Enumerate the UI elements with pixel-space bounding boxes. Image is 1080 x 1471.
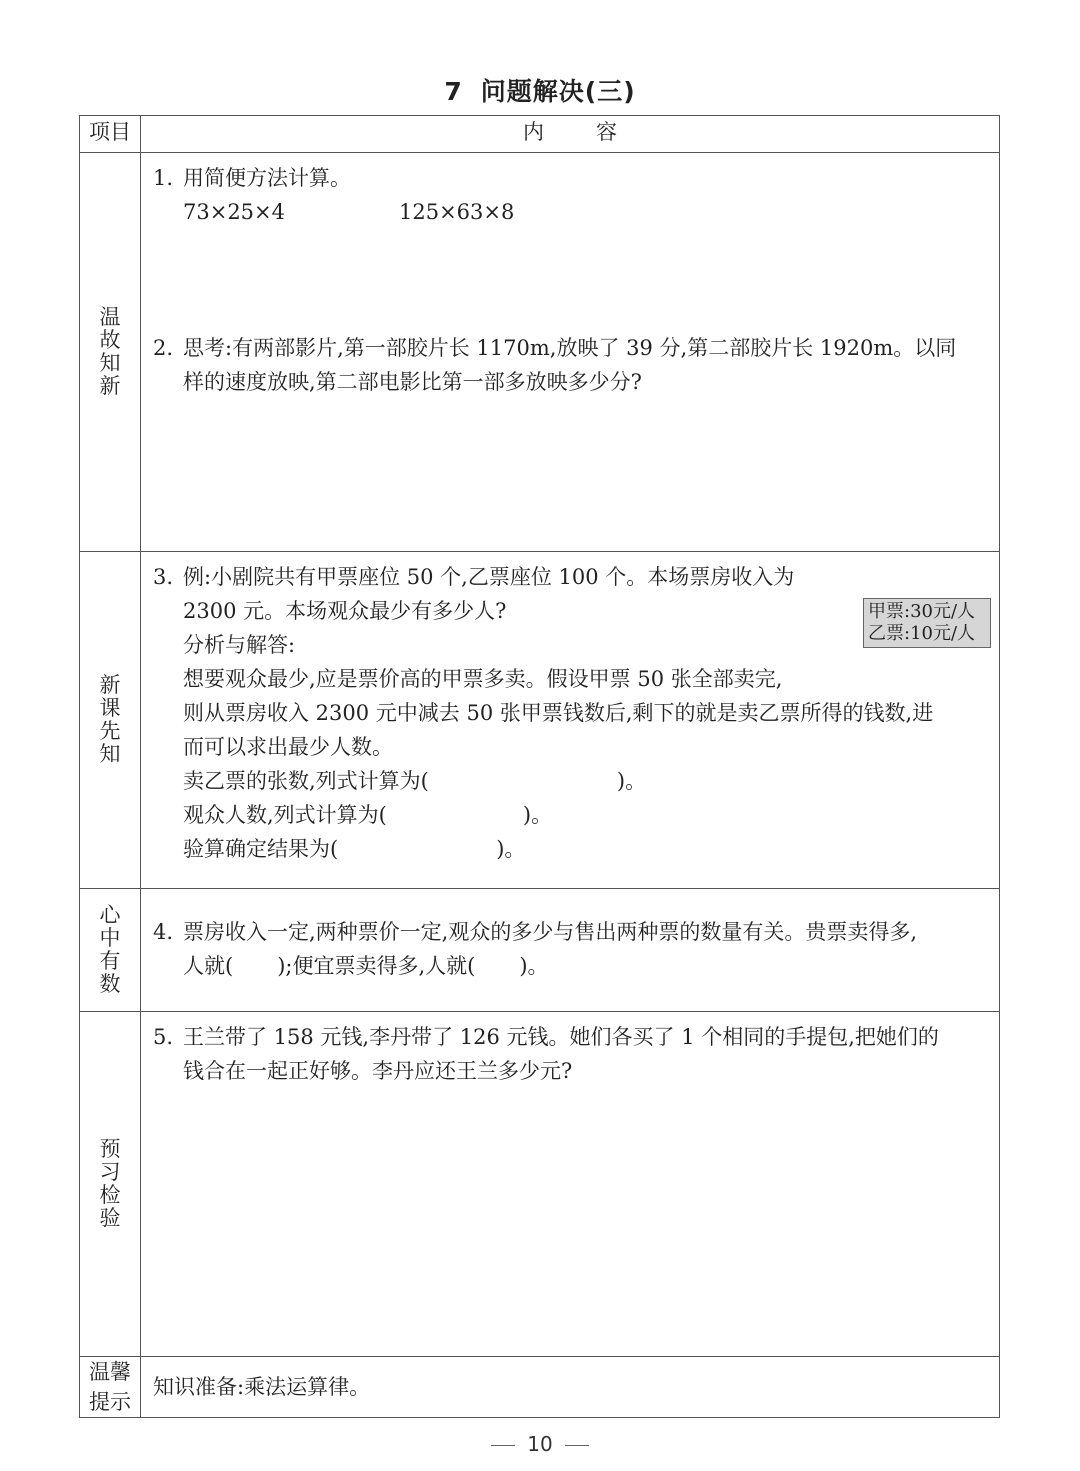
tip-text: 知识准备:乘法运算律。 <box>153 1375 371 1399</box>
section-content-new-lesson <box>141 552 1000 889</box>
section-label-check: 预 习 检 验 <box>80 1012 141 1357</box>
section-content-review <box>141 153 1000 552</box>
header-content: 内容 <box>141 116 1000 153</box>
section-label-review: 温 故 知 新 <box>80 153 141 552</box>
page-footer <box>0 1432 1080 1456</box>
section-content-tip <box>141 1357 1000 1418</box>
section-check <box>80 1012 1000 1357</box>
section-label-new-lesson: 新 课 先 知 <box>80 552 141 889</box>
section-tip <box>80 1357 1000 1418</box>
footer-dash-right <box>565 1445 589 1446</box>
question-3: 3. 例:小剧院共有甲票座位 50 个,乙票座位 100 个。本场票房收入为 2300 元。本场观众最少有多少人? 分析与解答: 想要观众最少,应是票价高的甲票多卖。假设甲票 50 张全部卖完, 则从票房收入 2300 元中减去 50 张甲票钱数后,剩下的就是卖乙票所得的钱数,进 而可以求出最少人数。 卖乙票的张数,列式计算为( )。 观众人数,列式计算为( )。 验算确定结果为( )。 <box>153 565 934 861</box>
fill-blank-1: 卖乙票的张数,列式计算为( )。 <box>183 769 647 793</box>
section-new-lesson <box>80 552 1000 889</box>
section-mind <box>80 889 1000 1012</box>
section-content-check <box>141 1012 1000 1357</box>
section-label-tip: 温馨 提示 <box>80 1357 141 1418</box>
question-1: 1. 用简便方法计算。 <box>153 166 351 190</box>
page-number: 10 <box>527 1432 553 1456</box>
question-5: 5. 王兰带了 158 元钱,李丹带了 126 元钱。她们各买了 1 个相同的手提包,把她们的 钱合在一起正好够。李丹应还王兰多少元? <box>153 1025 939 1083</box>
price-box: 甲票:30元/人 乙票:10元/人 <box>863 598 991 648</box>
page-title <box>0 72 1080 108</box>
section-review <box>80 153 1000 552</box>
footer-dash-left <box>491 1445 515 1446</box>
section-content-mind <box>141 889 1000 1012</box>
fill-blank-2: 观众人数,列式计算为( )。 <box>183 803 553 827</box>
calc-expression-1: 73×25×4 <box>183 200 285 224</box>
worksheet-table <box>79 115 1000 1418</box>
question-2: 2. 思考:有两部影片,第一部胶片长 1170m,放映了 39 分,第二部胶片长 1920m。以同 样的速度放映,第二部电影比第一部多放映多少分? <box>153 336 957 394</box>
header-row <box>80 116 1000 153</box>
lesson-number: 7 <box>444 77 463 106</box>
calc-row <box>153 195 989 229</box>
header-item: 项目 <box>80 116 141 153</box>
lesson-title: 问题解决(三) <box>480 77 636 106</box>
question-4: 4. 票房收入一定,两种票价一定,观众的多少与售出两种票的数量有关。贵票卖得多, 人就( );便宜票卖得多,人就( )。 <box>153 920 918 978</box>
fill-blank-3: 验算确定结果为( )。 <box>183 837 526 861</box>
calc-expression-2: 125×63×8 <box>399 200 515 224</box>
section-label-mind: 心 中 有 数 <box>80 889 141 1012</box>
